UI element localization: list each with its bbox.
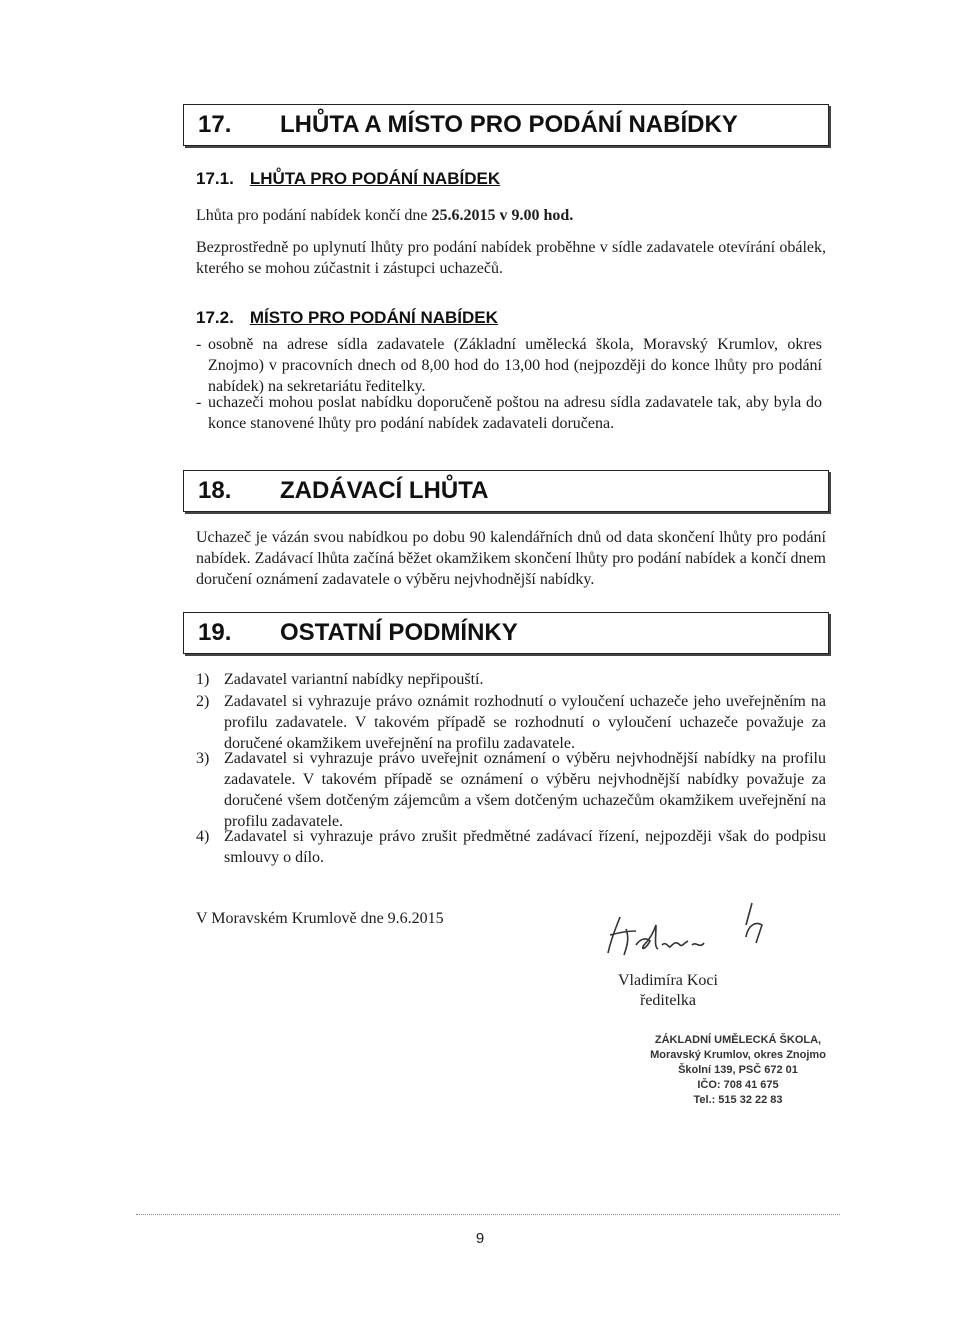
footer-divider — [136, 1214, 840, 1215]
deadline-text: Lhůta pro podání nabídek končí dne — [196, 207, 432, 224]
signer-name: Vladimíra Koci — [618, 972, 718, 989]
page-number: 9 — [475, 1230, 485, 1247]
section-17-heading — [183, 104, 829, 146]
list-marker: 2) — [196, 693, 210, 710]
section-19-heading — [183, 612, 829, 654]
school-stamp — [628, 1033, 848, 1108]
stamp-line: Moravský Krumlov, okres Znojmo — [650, 1049, 826, 1061]
list-text: Zadavatel si vyhrazuje právo uveřejnit oznámení o výběru nejvhodnější nabídky na profilu zadavatele. V takovém případě se oznámení o výběru nejvhodnější nabídky považuje za doručené všem dotčeným zájemcům a všem dotčeným uchazečům okamžikem uveřejnění na profilu zadavatele. — [224, 750, 826, 830]
section-title: OSTATNÍ PODMÍNKY — [280, 619, 518, 646]
section-title: LHŮTA A MÍSTO PRO PODÁNÍ NABÍDKY — [280, 111, 738, 138]
stamp-line: IČO: 708 41 675 — [697, 1079, 779, 1091]
list-text: uchazeči mohou poslat nabídku doporučeně poštou na adresu sídla zadavatele tak, aby byla do konce stanovené lhůty pro podání nabídek zadavateli doručena. — [208, 394, 822, 432]
list-marker: 1) — [196, 671, 210, 688]
subsection-17-1-heading — [196, 169, 500, 189]
list-marker: 4) — [196, 828, 210, 845]
subsection-number: 17.1. — [196, 169, 234, 188]
deadline-date: 25.6.2015 v 9.00 hod. — [431, 207, 574, 224]
stamp-line: Školní 139, PSČ 672 01 — [678, 1064, 798, 1076]
binding-period-paragraph: Uchazeč je vázán svou nabídkou po dobu 90 kalendářních dnů od data skončení lhůty pro podání nabídek. Zadávací lhůta začíná běžet okamžikem skončení lhůty pro podání nabídek a končí dnem doručení oznámení zadavatele o výběru nejvhodnější nabídky. — [196, 529, 826, 588]
section-number: 17. — [198, 111, 232, 138]
section-number: 18. — [198, 477, 232, 504]
subsection-title: MÍSTO PRO PODÁNÍ NABÍDEK — [249, 308, 498, 327]
list-text: Zadavatel si vyhrazuje právo oznámit rozhodnutí o vyloučení uchazeče jeho uveřejněním na profilu zadavatele. V takovém případě se rozhodnutí o vyloučení uchazeče považuje za doručené okamžikem uveřejnění na profilu zadavatele. — [224, 693, 826, 752]
list-text: Zadavatel variantní nabídky nepřipouští. — [224, 671, 484, 688]
deadline-line — [196, 205, 826, 226]
section-18-heading — [183, 470, 829, 512]
handwritten-signature — [596, 895, 826, 970]
opening-paragraph: Bezprostředně po uplynutí lhůty pro podání nabídek proběhne v sídle zadavatele otevírání obálek, kterého se mohou zúčastnit i zástupci uchazečů. — [196, 239, 826, 277]
list-marker: - — [196, 394, 202, 411]
subsection-number: 17.2. — [196, 308, 234, 327]
place-and-date: V Moravském Krumlově dne 9.6.2015 — [196, 910, 444, 927]
stamp-line: Tel.: 515 32 22 83 — [693, 1094, 783, 1106]
list-marker: 3) — [196, 750, 210, 767]
signer-role: ředitelka — [640, 992, 696, 1009]
list-text: Zadavatel si vyhrazuje právo zrušit předmětné zadávací řízení, nejpozději však do podpisu smlouvy o dílo. — [224, 828, 826, 866]
list-marker: - — [196, 336, 202, 353]
subsection-title: LHŮTA PRO PODÁNÍ NABÍDEK — [249, 169, 501, 188]
section-title: ZADÁVACÍ LHŮTA — [280, 477, 489, 504]
section-number: 19. — [198, 619, 232, 646]
subsection-17-2-heading — [196, 308, 498, 328]
list-text: osobně na adrese sídla zadavatele (Základní umělecká škola, Moravský Krumlov, okres Znojmo) v pracovních dnech od 8,00 hod do 13,00 hod (nejpozději do konce lhůty pro podání nabídek) na sekretariátu ředitelky. — [208, 336, 822, 395]
stamp-line: ZÁKLADNÍ UMĚLECKÁ ŠKOLA, — [654, 1034, 822, 1046]
